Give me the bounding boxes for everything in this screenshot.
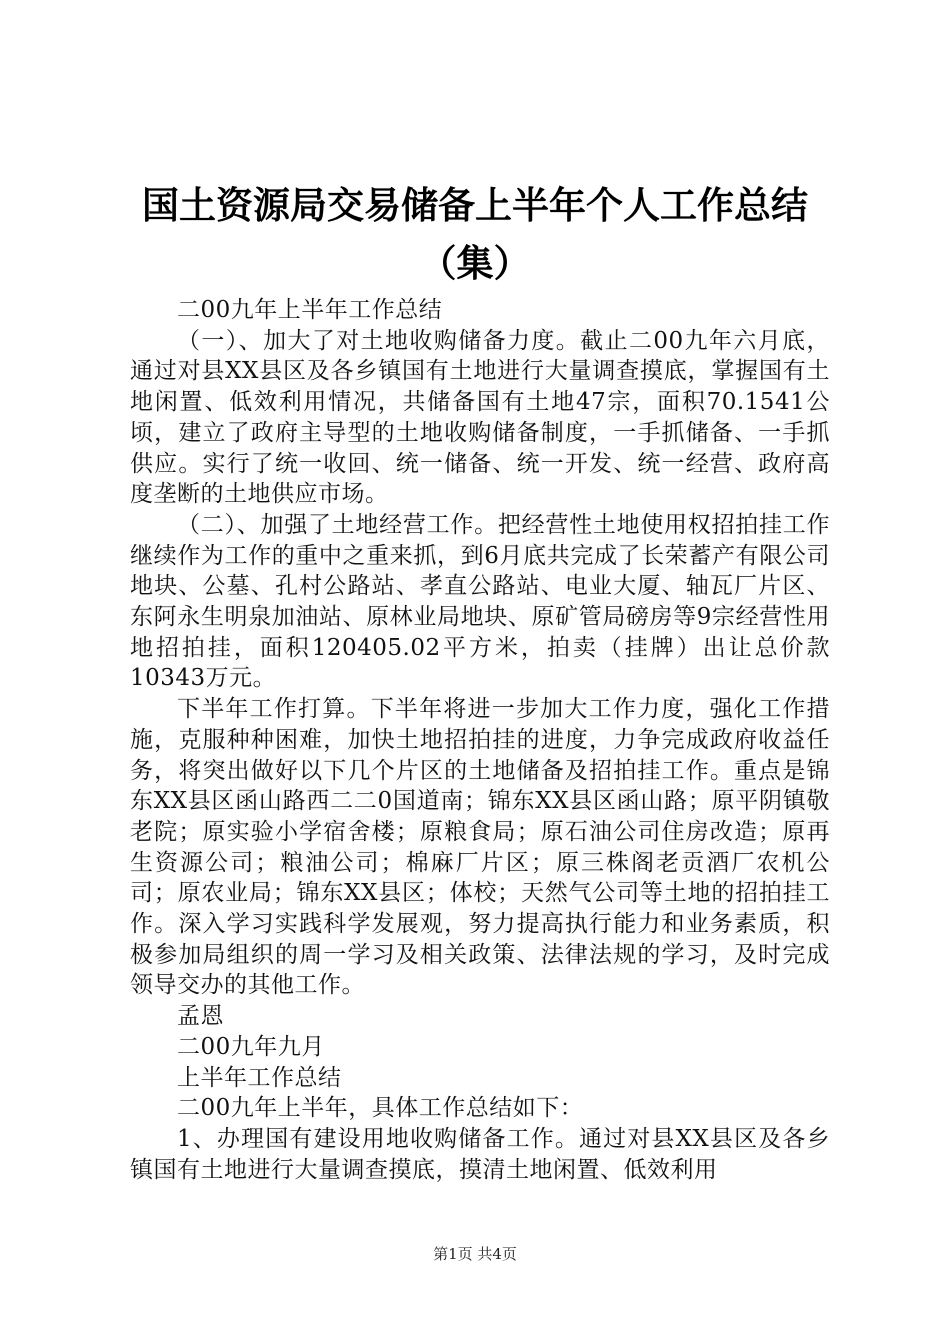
paragraph: 二00九年上半年，具体工作总结如下： — [177, 1095, 584, 1122]
signature-name: 孟恩 — [177, 1003, 224, 1030]
paragraph: （二）、加强了土地经营工作。把经营性土地使用权招拍挂工作继续作为工作的重中之重来抓，到6月底共完成了长荣蓄产有限公司地块、公墓、孔村公路站、孝直公路站、电业大厦、轴瓦厂片区、东阿永生明泉加油站、原林业局地块、原矿管局磅房等9宗经营性用地招拍挂，面积120405.02平方米，拍卖（挂牌）出让总价款10343万元。 — [130, 511, 830, 692]
section-heading: 上半年工作总结 — [177, 1064, 342, 1091]
paragraph: 下半年工作打算。下半年将进一步加大工作力度，强化工作措施，克服种种困难，加快土地招拍挂的进度，力争完成政府收益任务，将突出做好以下几个片区的土地储备及招拍挂工作。重点是锦东XX县区函山路西二二0国道南；锦东XX县区函山路；原平阴镇敬老院；原实验小学宿舍楼；原粮食局；原石油公司住房改造；原再生资源公司；粮油公司；棉麻厂片区；原三株阁老贡酒厂农机公司；原农业局；锦东XX县区；体校；天然气公司等土地的招拍挂工作。深入学习实践科学发展观，努力提高执行能力和业务素质，积极参加局组织的周一学习及相关政策、法律法规的学习，及时完成领导交办的其他工作。 — [130, 696, 830, 999]
document-title: 国土资源局交易储备上半年个人工作总结 — [142, 184, 808, 227]
paragraph: 1、办理国有建设用地收购储备工作。通过对县XX县区及各乡镇国有土地进行大量调查摸底，摸清土地闲置、低效利用 — [130, 1125, 830, 1183]
document-body — [130, 295, 830, 1185]
section-heading: 二00九年上半年工作总结 — [177, 297, 443, 323]
paragraph: （一）、加大了对土地收购储备力度。截止二00九年六月底，通过对县XX县区及各乡镇国有土地进行大量调查摸底，掌握国有土地闲置、低效利用情况，共储备国有土地47宗，面积70.1541公顷，建立了政府主导型的土地收购储备制度，一手抓储备、一手抓供应。实行了统一收回、统一储备、统一开发、统一经营、政府高度垄断的土地供应市场。 — [130, 327, 830, 508]
page-number: 第1页 共4页 — [433, 1245, 517, 1263]
signature-date: 二00九年九月 — [177, 1033, 325, 1060]
document-title-suffix: （集） — [419, 242, 531, 285]
